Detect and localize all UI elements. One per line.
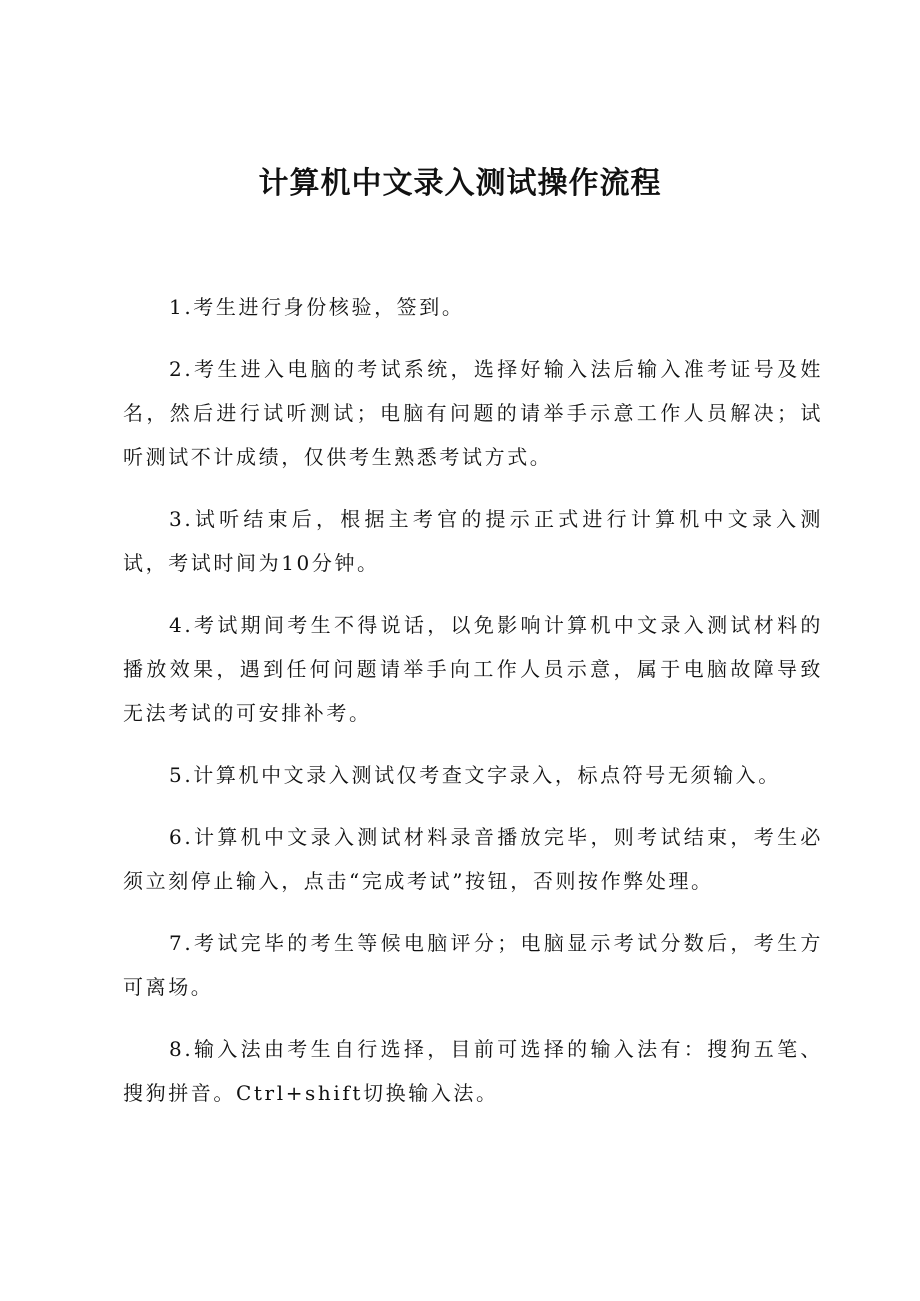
page-title: 计算机中文录入测试操作流程: [258, 166, 662, 201]
item-text: .输入法由考生自行选择，目前可选择的输入法有：搜狗五笔、搜狗拼音。Ctrl+shift切换输入法。: [123, 1037, 823, 1105]
item-text: .计算机中文录入测试仅考查文字录入，标点符号无须输入。: [184, 763, 781, 787]
item-text: .试听结束后，根据主考官的提示正式进行计算机中文录入测试，考试时间为10分钟。: [123, 507, 823, 575]
procedure-list: [123, 285, 823, 1133]
list-item: [123, 815, 823, 903]
list-item: [123, 603, 823, 735]
item-number: 4: [169, 613, 185, 637]
item-text: .考生进行身份核验，签到。: [184, 295, 465, 319]
item-number: 1: [169, 295, 185, 319]
item-text: .考试完毕的考生等候电脑评分；电脑显示考试分数后，考生方可离场。: [123, 931, 823, 999]
item-text: .计算机中文录入测试材料录音播放完毕，则考试结束，考生必须立刻停止输入，点击“完成考试”按钮，否则按作弊处理。: [123, 825, 823, 893]
list-item: [123, 285, 823, 329]
list-item: [123, 921, 823, 1009]
item-number: 5: [169, 763, 185, 787]
list-item: [123, 497, 823, 585]
item-number: 7: [169, 931, 185, 955]
list-item: [123, 753, 823, 797]
item-number: 8: [169, 1037, 185, 1061]
item-text: .考生进入电脑的考试系统，选择好输入法后输入准考证号及姓名，然后进行试听测试；电脑有问题的请举手示意工作人员解决；试听测试不计成绩，仅供考生熟悉考试方式。: [123, 357, 823, 469]
list-item: [123, 1027, 823, 1115]
item-number: 2: [169, 357, 185, 381]
item-number: 6: [169, 825, 185, 849]
list-item: [123, 347, 823, 479]
item-text: .考试期间考生不得说话，以免影响计算机中文录入测试材料的播放效果，遇到任何问题请举手向工作人员示意，属于电脑故障导致无法考试的可安排补考。: [123, 613, 823, 725]
item-number: 3: [169, 507, 185, 531]
